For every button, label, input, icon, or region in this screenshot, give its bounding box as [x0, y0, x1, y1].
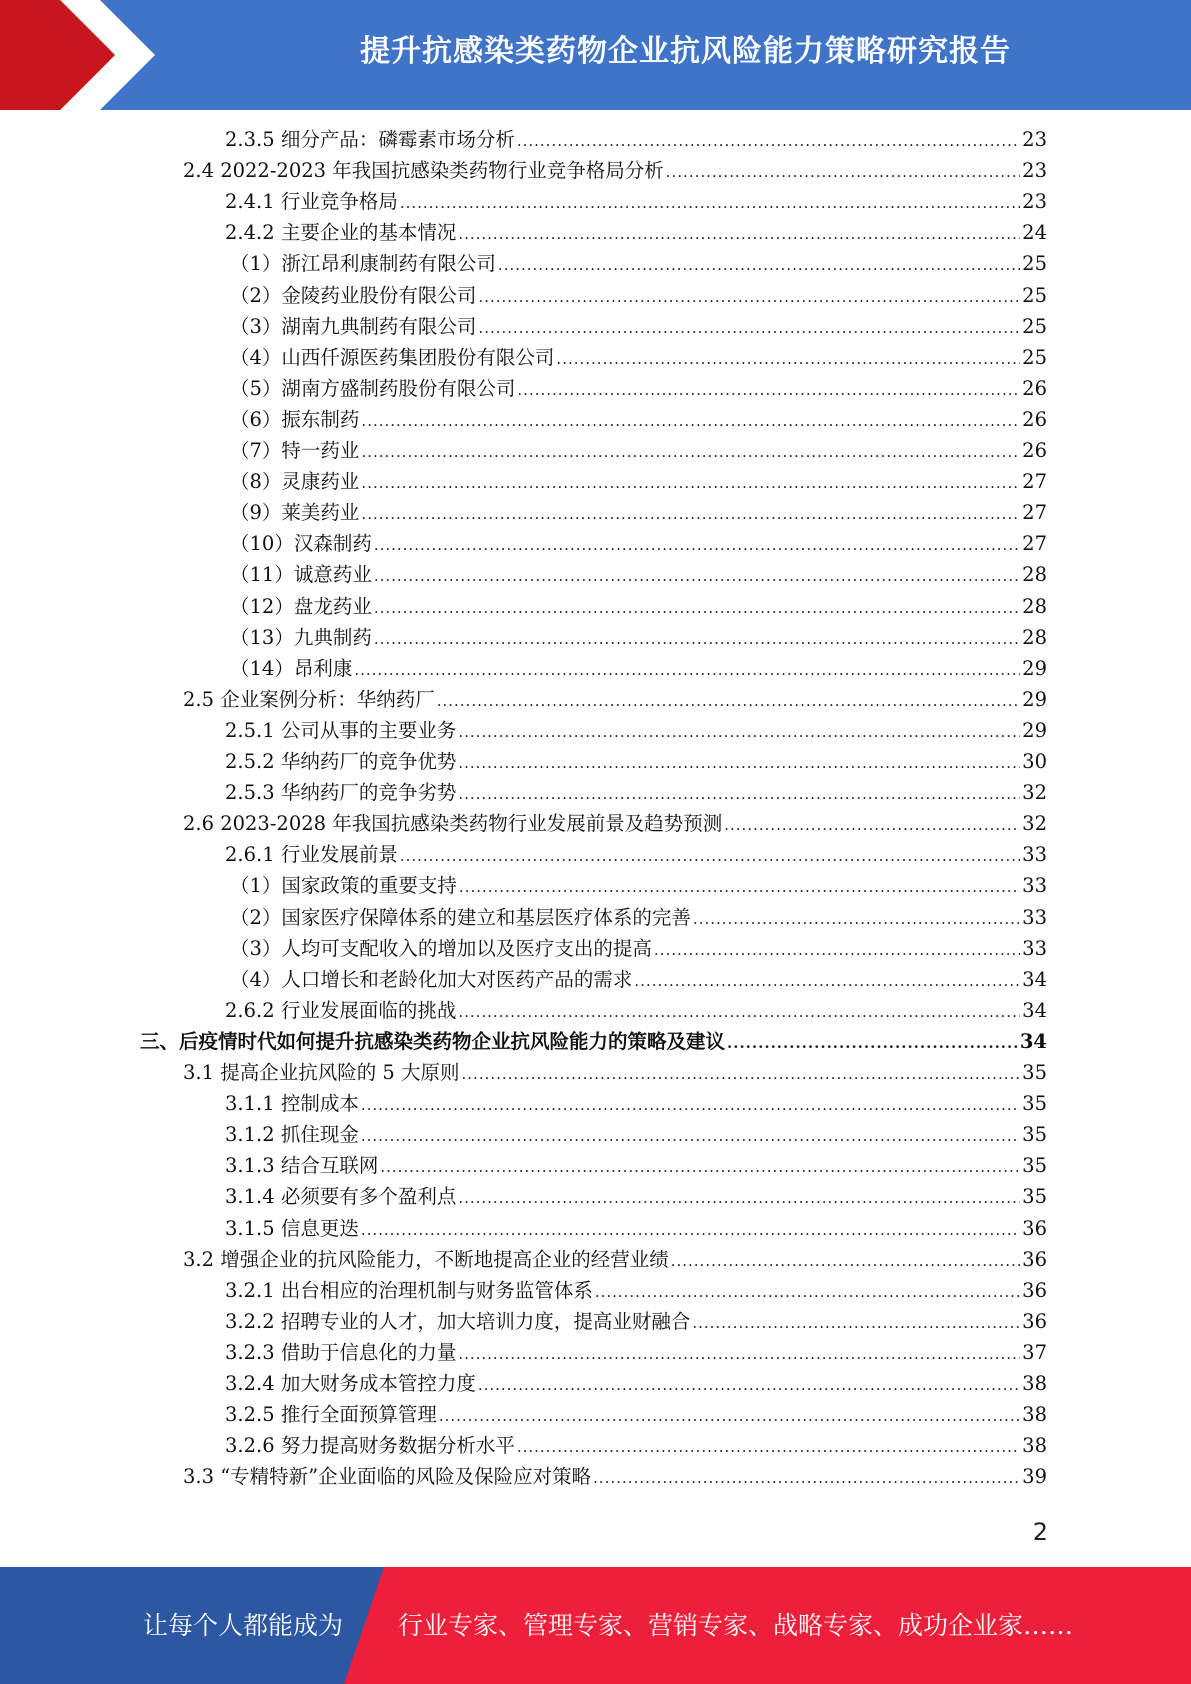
toc-dot-leader [400, 841, 1020, 872]
toc-entry-title: （1）国家政策的重要支持 [230, 874, 457, 898]
toc-entry-page: 25 [1022, 252, 1047, 276]
toc-entry[interactable] [225, 1306, 1047, 1337]
toc-entry[interactable] [225, 746, 1047, 777]
toc-entry-title: （12）盘龙药业 [230, 594, 372, 618]
toc-entry-title: 2.6.1 行业发展前景 [225, 843, 398, 867]
toc-dot-leader [517, 126, 1020, 157]
toc-entry-title: 3.1.1 控制成本 [225, 1092, 359, 1116]
toc-entry[interactable] [230, 404, 1047, 435]
toc-entry-title: 3.2.1 出台相应的治理机制与财务监管体系 [225, 1278, 593, 1302]
toc-entry[interactable] [230, 280, 1047, 311]
toc-entry-page: 34 [1022, 967, 1047, 991]
toc-entry[interactable] [230, 466, 1047, 497]
toc-entry-page: 35 [1022, 1185, 1047, 1209]
toc-entry-title: （9）莱美药业 [230, 501, 360, 525]
toc-entry[interactable] [225, 1337, 1047, 1368]
toc-entry-page: 33 [1022, 936, 1047, 960]
toc-entry[interactable] [183, 1244, 1047, 1275]
toc-entry-title: （10）汉森制药 [230, 532, 372, 556]
toc-entry[interactable] [140, 1026, 1047, 1057]
toc-entry-title: 2.5.2 华纳药厂的竞争优势 [225, 750, 457, 773]
footer-slogan: 让每个人都能成为 [143, 1611, 344, 1640]
toc-entry[interactable] [230, 591, 1047, 622]
footer-roles: 行业专家、管理专家、营销专家、战略专家、成功企业家…… [398, 1611, 1074, 1640]
toc-entry[interactable] [183, 155, 1047, 186]
toc-entry-page: 36 [1022, 1216, 1047, 1240]
toc-entry-page: 28 [1022, 563, 1047, 587]
toc-entry-title: 2.4 2022-2023 年我国抗感染类药物行业竞争格局分析 [183, 159, 664, 183]
toc-entry-title: 2.5 企业案例分析：华纳药厂 [183, 687, 435, 711]
toc-entry-page: 27 [1022, 501, 1047, 525]
toc-entry-page: 35 [1022, 1061, 1047, 1084]
toc-dot-leader [361, 437, 1020, 468]
toc-entry[interactable] [225, 1088, 1047, 1119]
toc-entry-page: 32 [1022, 781, 1047, 805]
toc-entry[interactable] [225, 1399, 1047, 1430]
toc-entry-title: 2.3.5 细分产品：磷霉素市场分析 [225, 128, 515, 151]
toc-entry[interactable] [225, 124, 1047, 155]
toc-entry[interactable] [225, 1181, 1047, 1212]
toc-dot-leader [458, 219, 1020, 250]
toc-dot-leader [593, 1463, 1020, 1494]
toc-entry-page: 39 [1022, 1465, 1047, 1489]
toc-entry-page: 28 [1022, 594, 1047, 618]
toc-entry-title: （13）九典制药 [230, 625, 372, 649]
toc-entry[interactable] [225, 186, 1047, 217]
toc-entry-page: 26 [1022, 439, 1047, 462]
toc-dot-leader [361, 1090, 1020, 1121]
report-title: 提升抗感染类药物企业抗风险能力策略研究报告 [360, 34, 1011, 69]
toc-entry-title: 3.1.3 结合互联网 [225, 1154, 379, 1178]
toc-entry[interactable] [183, 684, 1047, 715]
toc-entry-title: （14）昂利康 [230, 656, 353, 680]
toc-entry-title: （6）振东制药 [230, 407, 360, 431]
toc-entry-page: 36 [1022, 1309, 1047, 1333]
toc-entry-title: 3.2.4 加大财务成本管控力度 [225, 1372, 476, 1395]
toc-entry-page: 38 [1022, 1403, 1047, 1427]
toc-dot-leader [439, 1401, 1020, 1432]
page-number: 2 [1032, 1518, 1048, 1546]
toc-dot-leader [517, 1432, 1020, 1463]
toc-entry-page: 38 [1022, 1434, 1047, 1458]
toc-entry[interactable] [230, 342, 1047, 373]
toc-dot-leader [459, 872, 1020, 903]
toc-entry[interactable] [225, 1150, 1047, 1181]
toc-entry-page: 33 [1022, 843, 1047, 867]
toc-entry[interactable] [183, 1057, 1047, 1088]
toc-entry-page: 30 [1022, 750, 1047, 773]
toc-dot-leader [462, 1059, 1021, 1090]
toc-entry-page: 34 [1019, 1029, 1047, 1053]
toc-entry-title: （4）人口增长和老龄化加大对医药产品的需求 [230, 967, 633, 991]
toc-entry-title: （2）金陵药业股份有限公司 [230, 283, 477, 307]
toc-entry-page: 36 [1022, 1247, 1047, 1271]
toc-dot-leader [458, 997, 1020, 1028]
toc-entry[interactable] [225, 777, 1047, 808]
toc-entry[interactable] [225, 839, 1047, 870]
toc-entry[interactable] [230, 964, 1047, 995]
toc-dot-leader [727, 1028, 1018, 1059]
toc-entry-title: 2.6 2023-2028 年我国抗感染类药物行业发展前景及趋势预测 [183, 812, 723, 836]
toc-entry-title: 3.2.3 借助于信息化的力量 [225, 1340, 457, 1364]
toc-dot-leader [458, 779, 1020, 810]
toc-entry-title: （8）灵康药业 [230, 470, 360, 494]
toc-entry-page: 24 [1022, 221, 1047, 245]
toc-dot-leader [458, 1339, 1020, 1370]
toc-entry[interactable] [225, 995, 1047, 1026]
toc-entry-page: 37 [1022, 1340, 1047, 1364]
toc-dot-leader [361, 499, 1020, 530]
toc-entry-page: 36 [1022, 1278, 1047, 1302]
toc-entry-title: （2）国家医疗保障体系的建立和基层医疗体系的完善 [230, 905, 691, 929]
toc-entry-title: 2.6.2 行业发展面临的挑战 [225, 998, 457, 1022]
toc-entry-title: （4）山西仟源医药集团股份有限公司 [230, 345, 555, 369]
toc-entry[interactable] [230, 559, 1047, 590]
footer-banner [0, 1567, 1191, 1684]
toc-entry-page: 29 [1022, 656, 1047, 680]
toc-entry-page: 38 [1022, 1372, 1047, 1395]
toc-entry-title: 3.1.5 信息更迭 [225, 1216, 359, 1240]
toc-entry[interactable] [230, 373, 1047, 404]
toc-dot-leader [458, 717, 1020, 748]
toc-dot-leader [361, 1215, 1020, 1246]
toc-entry[interactable] [230, 933, 1047, 964]
toc-dot-leader [517, 375, 1020, 406]
toc-entry[interactable] [230, 653, 1047, 684]
toc-entry[interactable] [230, 902, 1047, 933]
toc-entry[interactable] [225, 1368, 1047, 1399]
toc-dot-leader [354, 655, 1020, 686]
toc-dot-leader [654, 935, 1020, 966]
toc-entry[interactable] [225, 1275, 1047, 1306]
toc-entry-title: 2.4.1 行业竞争格局 [225, 190, 398, 214]
toc-entry-title: 3.1 提高企业抗风险的 5 大原则 [183, 1061, 460, 1084]
toc-dot-leader [361, 406, 1020, 437]
toc-dot-leader [374, 530, 1020, 561]
toc-dot-leader [478, 282, 1020, 313]
toc-entry-title: 2.5.1 公司从事的主要业务 [225, 718, 457, 742]
toc-entry-title: 2.5.3 华纳药厂的竞争劣势 [225, 781, 457, 805]
toc-entry[interactable] [230, 435, 1047, 466]
toc-entry-page: 25 [1022, 314, 1047, 338]
toc-entry-page: 34 [1022, 998, 1047, 1022]
toc-dot-leader [374, 561, 1020, 592]
toc-dot-leader [361, 468, 1020, 499]
toc-entry-title: （3）湖南九典制药有限公司 [230, 314, 477, 338]
toc-entry-page: 23 [1022, 159, 1047, 183]
toc-entry[interactable] [225, 217, 1047, 248]
toc-entry[interactable] [230, 528, 1047, 559]
report-header-banner [0, 0, 1191, 110]
toc-dot-leader [724, 810, 1020, 841]
toc-entry-title: （11）诚意药业 [230, 563, 372, 587]
toc-dot-leader [361, 1121, 1020, 1152]
toc-entry-page: 25 [1022, 283, 1047, 307]
toc-entry-title: 3.2.2 招聘专业的人才，加大培训力度，提高业财融合 [225, 1309, 691, 1333]
toc-dot-leader [692, 1308, 1020, 1339]
toc-dot-leader [374, 624, 1020, 655]
toc-dot-leader [478, 1370, 1020, 1401]
toc-entry[interactable] [183, 1461, 1047, 1492]
toc-entry-page: 29 [1022, 718, 1047, 742]
toc-entry-page: 32 [1022, 812, 1047, 836]
toc-entry-page: 26 [1022, 376, 1047, 400]
toc-entry[interactable] [183, 808, 1047, 839]
toc-entry-title: （1）浙江昂利康制药有限公司 [230, 252, 496, 276]
toc-entry-title: 3.2.6 努力提高财务数据分析水平 [225, 1434, 515, 1458]
toc-entry-title: 3.3 “专精特新”企业面临的风险及保险应对策略 [183, 1465, 592, 1489]
toc-dot-leader [380, 1152, 1020, 1183]
toc-entry-title: 3.1.4 必须要有多个盈利点 [225, 1185, 457, 1209]
toc-entry[interactable] [230, 248, 1047, 279]
toc-entry-title: （5）湖南方盛制药股份有限公司 [230, 376, 516, 400]
toc-dot-leader [634, 966, 1020, 997]
toc-dot-leader [458, 748, 1020, 779]
toc-dot-leader [671, 1246, 1020, 1277]
toc-dot-leader [693, 904, 1020, 935]
toc-entry-page: 35 [1022, 1154, 1047, 1178]
toc-entry-page: 23 [1022, 128, 1047, 151]
toc-entry-title: （3）人均可支配收入的增加以及医疗支出的提高 [230, 936, 652, 960]
toc-entry-page: 26 [1022, 407, 1047, 431]
toc-entry-title: 三、后疫情时代如何提升抗感染类药物企业抗风险能力的策略及建议 [140, 1029, 726, 1053]
toc-entry-page: 35 [1022, 1092, 1047, 1116]
toc-entry[interactable] [230, 870, 1047, 901]
toc-dot-leader [374, 593, 1020, 624]
toc-entry-page: 27 [1022, 470, 1047, 494]
toc-dot-leader [556, 344, 1020, 375]
toc-entry[interactable] [225, 715, 1047, 746]
toc-entry-title: 3.2.5 推行全面预算管理 [225, 1403, 437, 1427]
toc-entry-page: 33 [1022, 874, 1047, 898]
toc-entry[interactable] [225, 1430, 1047, 1461]
toc-entry[interactable] [230, 311, 1047, 342]
toc-entry[interactable] [230, 497, 1047, 528]
toc-dot-leader [400, 188, 1020, 219]
toc-entry[interactable] [230, 622, 1047, 653]
toc-entry-page: 27 [1022, 532, 1047, 556]
toc-dot-leader [595, 1277, 1020, 1308]
toc-entry-page: 29 [1022, 687, 1047, 711]
toc-entry-title: （7）特一药业 [230, 439, 360, 462]
toc-entry-page: 23 [1022, 190, 1047, 214]
toc-entry[interactable] [225, 1119, 1047, 1150]
toc-entry-page: 25 [1022, 345, 1047, 369]
toc-entry[interactable] [225, 1213, 1047, 1244]
toc-entry-title: 3.2 增强企业的抗风险能力，不断地提高企业的经营业绩 [183, 1247, 669, 1271]
toc-entry-page: 33 [1022, 905, 1047, 929]
toc-dot-leader [458, 1183, 1020, 1214]
toc-dot-leader [498, 250, 1020, 281]
toc-entry-page: 28 [1022, 625, 1047, 649]
toc-entry-title: 3.1.2 抓住现金 [225, 1123, 359, 1147]
toc-dot-leader [437, 686, 1020, 717]
toc-dot-leader [478, 313, 1020, 344]
toc-entry-page: 35 [1022, 1123, 1047, 1147]
toc-dot-leader [666, 157, 1020, 188]
toc-entry-title: 2.4.2 主要企业的基本情况 [225, 221, 457, 245]
